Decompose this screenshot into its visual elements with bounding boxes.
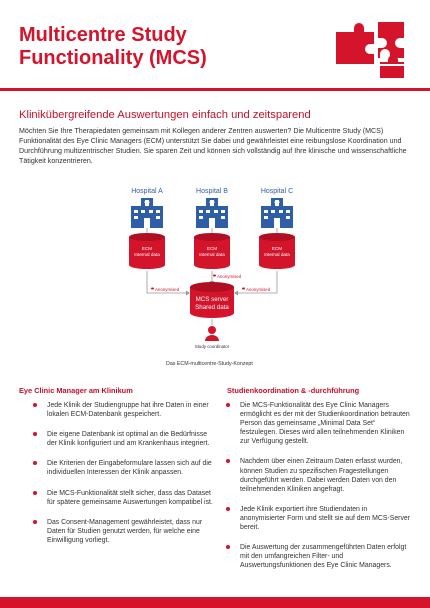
- right-column-heading: Studienkoordination & -durchführung: [227, 386, 360, 395]
- hospital-b-database-icon: [194, 233, 230, 269]
- footer-bar: [0, 597, 430, 608]
- anonymised-label-a: Anonymised: [155, 287, 180, 292]
- hospital-c-building-icon: [261, 198, 293, 228]
- list-item: Das Consent-Management gewährleistet, dass nur Daten für Studien genutzt werden, für welche eine Einwilligung vorliegt.: [33, 518, 213, 545]
- intro-paragraph: Möchten Sie Ihre Therapiedaten gemeinsam mit Kollegen anderer Zentren auswerten? Die Multicentre Study (MCS) Funktionalität des Eye Clinic Managers (ECM) unterstützt Sie dabei und gewährleistet eine reibungslose Koordination und Durchführung multizentrischer Studien. Sie sparen Zeit und können sich vollständig auf Ihre klinische und wissenschaftliche Tätigkeit konzentrieren.: [19, 127, 407, 165]
- mcs-concept-diagram: [110, 183, 330, 361]
- page-title: [19, 24, 309, 70]
- list-item: Die MCS-Funktionalität stellt sicher, dass das Dataset für spätere gemeinsame Auswertungen kompatibel ist.: [33, 489, 213, 507]
- list-item: Die MCS-Funktionalität des Eye Clinic Managers ermöglicht es der mit der Studienkoordination betrauten Person das gemeinsame „Minimal Data Set“ festzulegen. Dieses wird allen teilnehmenden Kliniken zur Verfügung gestellt.: [226, 401, 414, 446]
- study-coordinator-icon: [205, 326, 219, 341]
- list-item: Die eigene Datenbank ist optimal an die Bedürfnisse der Klinik konfiguriert und am Krankenhaus integriert.: [33, 430, 213, 448]
- db-a-line2: Internal data: [134, 252, 160, 257]
- db-b-line1: ECM: [206, 246, 218, 251]
- db-a-line1: ECM: [141, 246, 153, 251]
- list-item: Die Kriterien der Eingabeformulare lassen sich auf die individuellen Interessen der Klinik anpassen.: [33, 459, 213, 477]
- db-c-line2: Internal data: [264, 252, 290, 257]
- list-item: Nachdem über einen Zeitraum Daten erfasst wurden, können Studien zu spezifischen Fragestellungen durchgeführt werden. Dabei werden Daten von den teilnehmenden Kliniken angefragt.: [226, 457, 414, 493]
- db-b-line2: Internal data: [199, 252, 225, 257]
- server-line2: Shared data: [195, 304, 229, 311]
- left-bullet-list: [33, 401, 213, 545]
- coordinator-label: Study coordinator: [194, 344, 230, 349]
- db-c-line1: ECM: [271, 246, 283, 251]
- header-divider: [0, 88, 430, 91]
- title-line-2: Functionality (MCS): [19, 47, 207, 69]
- right-bullet-list: [226, 401, 414, 570]
- diagram-caption: Das ECM-multicentre-Study-Konzept: [166, 361, 253, 367]
- hospital-a-database-icon: [129, 233, 165, 269]
- title-line-1: Multicentre Study: [19, 24, 187, 46]
- server-line1: MCS server: [195, 296, 229, 303]
- anonymised-label-c: Anonymised: [246, 287, 271, 292]
- hospital-b-label: Hospital B: [196, 188, 228, 195]
- list-item: Jede Klinik der Studiengruppe hat ihre Daten in einer lokalen ECM-Datenbank gespeichert.: [33, 401, 213, 419]
- list-item: Jede Klinik exportiert ihre Studiendaten in anonymisierter Form und stellt sie auf dem MCS-Server bereit.: [226, 505, 414, 532]
- hospital-a-label: Hospital A: [131, 188, 163, 195]
- list-item: Die Auswertung der zusammengeführten Daten erfolgt mit den umfangreichen Filter- und Auswertungsfunktionen des Eye Clinic Managers.: [226, 543, 414, 570]
- hospital-b-building-icon: [196, 198, 228, 228]
- hospital-c-label: Hospital C: [260, 188, 294, 195]
- section-subtitle: Klinikübergreifende Auswertungen einfach und zeitsparend: [19, 109, 311, 121]
- puzzle-logo-icon: [330, 20, 414, 82]
- anonymised-label-b: Anonymised: [217, 274, 242, 279]
- hospital-c-database-icon: [259, 233, 295, 269]
- hospital-a-building-icon: [131, 198, 163, 228]
- left-column-heading: Eye Clinic Manager am Klinikum: [19, 386, 133, 395]
